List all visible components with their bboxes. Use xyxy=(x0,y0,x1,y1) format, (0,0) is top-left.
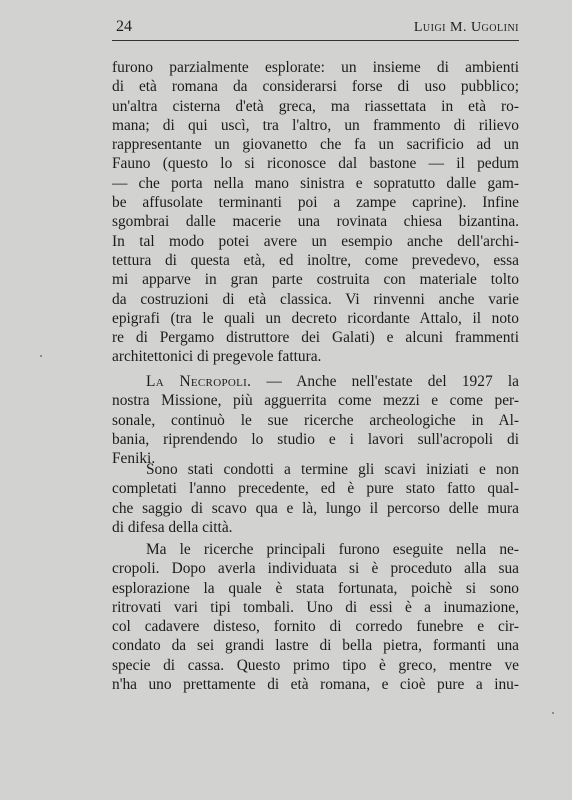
header-rule xyxy=(112,40,519,41)
text-line: cropoli. Dopo averla individuata si è proceduto alla sua xyxy=(112,560,519,578)
scan-speck xyxy=(552,712,554,714)
text-line: In tal modo potei avere un esempio anche dell'archi- xyxy=(112,232,519,250)
page-number: 24 xyxy=(116,18,132,35)
text-line: Fauno (questo lo si riconosce dal bastone — il pedum xyxy=(112,155,519,173)
text-line: rappresentante un giovanetto che fa un sacrificio ad un xyxy=(112,136,519,154)
text-line: di difesa della città. xyxy=(112,518,233,536)
text-line: mana; di qui uscì, tra l'altro, un frammento di rilievo xyxy=(112,116,519,134)
text-line: condato da sei grandi lastre di bella pietra, formanti una xyxy=(112,637,519,655)
text-line: un'altra cisterna d'età greca, ma riassettata in età ro- xyxy=(112,97,519,115)
paragraph xyxy=(112,540,519,694)
text-line: epigrafi (tra le quali un decreto ricordante Attalo, il noto xyxy=(112,309,519,327)
text-line: — Anche nell'estate del 1927 la xyxy=(251,373,519,390)
text-line: ritrovati vari tipi tombali. Uno di essi è a inumazione, xyxy=(112,598,519,616)
section-heading-line xyxy=(112,372,519,391)
page-header xyxy=(112,18,519,40)
text-line: specie di cassa. Questo primo tipo è greco, mentre ve xyxy=(112,656,519,674)
text-line: sonale, continuò le sue ricerche archeologiche in Al- xyxy=(112,411,519,429)
text-line: bania, riprendendo lo studio e i lavori sull'acropoli di xyxy=(112,430,519,448)
text-line: di età romana da considerarsi forse di uso pubblico; xyxy=(112,78,519,96)
section-heading: La Necropoli. xyxy=(146,373,252,390)
running-head: Luigi M. Ugolini xyxy=(413,20,519,35)
text-line: Sono stati condotti a termine gli scavi iniziati e non xyxy=(146,461,519,478)
text-line: be affusolate terminanti poi a zampe caprine). Infine xyxy=(112,194,519,212)
text-line: — che porta nella mano sinistra e sopratutto dalle gam- xyxy=(112,174,519,192)
paragraph-continuation xyxy=(112,58,519,367)
text-line: re di Pergamo distruttore dei Galati) e alcuni frammenti xyxy=(112,329,519,347)
paragraph-necropoli xyxy=(112,372,519,468)
text-line: col cadavere disteso, fornito di corredo funebre e cir- xyxy=(112,618,519,636)
text-line: esplorazione la quale è stata fortunata, poichè si sono xyxy=(112,579,519,597)
text-line: nostra Missione, più agguerrita come mezzi e come per- xyxy=(112,392,519,410)
paragraph xyxy=(112,460,519,537)
scan-speck xyxy=(40,355,42,357)
text-line: architettonici di pregevole fattura. xyxy=(112,348,322,366)
text-line: mi apparve in gran parte costruita con materiale tolto xyxy=(112,271,519,289)
text-line: da costruzioni di età classica. Vi rinvenni anche varie xyxy=(112,290,519,308)
text-line: sgombrai dalle macerie una rovinata chiesa bizantina. xyxy=(112,213,519,231)
text-line: Ma le ricerche principali furono eseguite nella ne- xyxy=(146,541,519,558)
text-line: completati l'anno precedente, ed è pure stato fatto qual- xyxy=(112,480,519,498)
text-line: Feniki. xyxy=(112,450,156,468)
text-line: che saggio di scavo qua e là, lungo il percorso delle mura xyxy=(112,499,519,517)
text-line: tettura di questa età, ed inoltre, come prevedevo, essa xyxy=(112,251,519,269)
text-line: furono parzialmente esplorate: un insieme di ambienti xyxy=(112,59,519,76)
text-line: n'ha uno prettamente di età romana, e cioè pure a inu- xyxy=(112,676,519,694)
